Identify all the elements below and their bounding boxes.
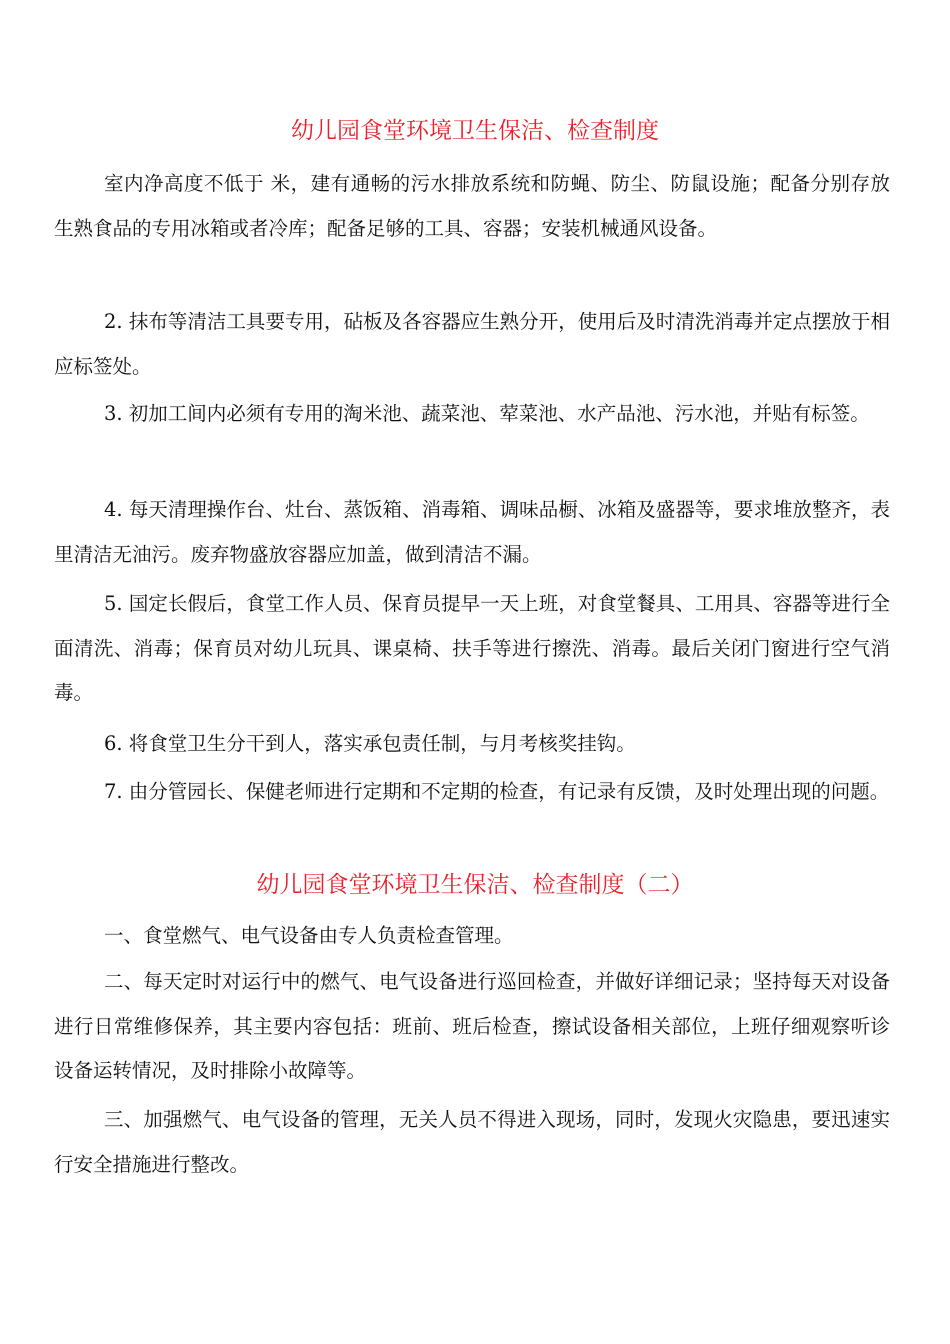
section-1-paragraph-7: 7. 由分管园长、保健老师进行定期和不定期的检查，有记录有反馈，及时处理出现的问题。: [104, 780, 890, 803]
section-2-title: 幼儿园食堂环境卫生保洁、检查制度（二）: [256, 872, 694, 898]
section-1-paragraph-4: 4. 每天清理操作台、灶台、蒸饭箱、消毒箱、调味品橱、冰箱及盛器等，要求堆放整齐，表里清洁无油污。废弃物盛放容器应加盖，做到清洁不漏。: [54, 498, 890, 566]
section-1-title: 幼儿园食堂环境卫生保洁、检查制度: [291, 118, 659, 144]
section-1-paragraph-3: 3. 初加工间内必须有专用的淘米池、蔬菜池、荤菜池、水产品池、污水池，并贴有标签。: [104, 402, 870, 425]
section-2-paragraph-3: 三、加强燃气、电气设备的管理，无关人员不得进入现场，同时，发现火灾隐患，要迅速实行安全措施进行整改。: [54, 1108, 890, 1176]
section-1-paragraph-1: 室内净高度不低于 米，建有通畅的污水排放系统和防蝇、防尘、防鼠设施；配备分别存放生熟食品的专用冰箱或者冷库；配备足够的工具、容器；安装机械通风设备。: [54, 172, 890, 240]
section-1-paragraph-5: 5. 国定长假后，食堂工作人员、保育员提早一天上班，对食堂餐具、工用具、容器等进行全面清洗、消毒；保育员对幼儿玩具、课桌椅、扶手等进行擦洗、消毒。最后关闭门窗进行空气消毒。: [54, 592, 890, 704]
section-2-paragraph-1: 一、食堂燃气、电气设备由专人负责检查管理。: [104, 924, 514, 947]
section-1-paragraph-2: 2. 抹布等清洁工具要专用，砧板及各容器应生熟分开，使用后及时清洗消毒并定点摆放于相应标签处。: [54, 310, 890, 378]
section-1-paragraph-6: 6. 将食堂卫生分干到人，落实承包责任制，与月考核奖挂钩。: [104, 732, 636, 755]
section-2-paragraph-2: 二、每天定时对运行中的燃气、电气设备进行巡回检查，并做好详细记录；坚持每天对设备进行日常维修保养，其主要内容包括：班前、班后检查，擦试设备相关部位，上班仔细观察听诊设备运转情况，及时排除小故障等。: [54, 970, 890, 1082]
